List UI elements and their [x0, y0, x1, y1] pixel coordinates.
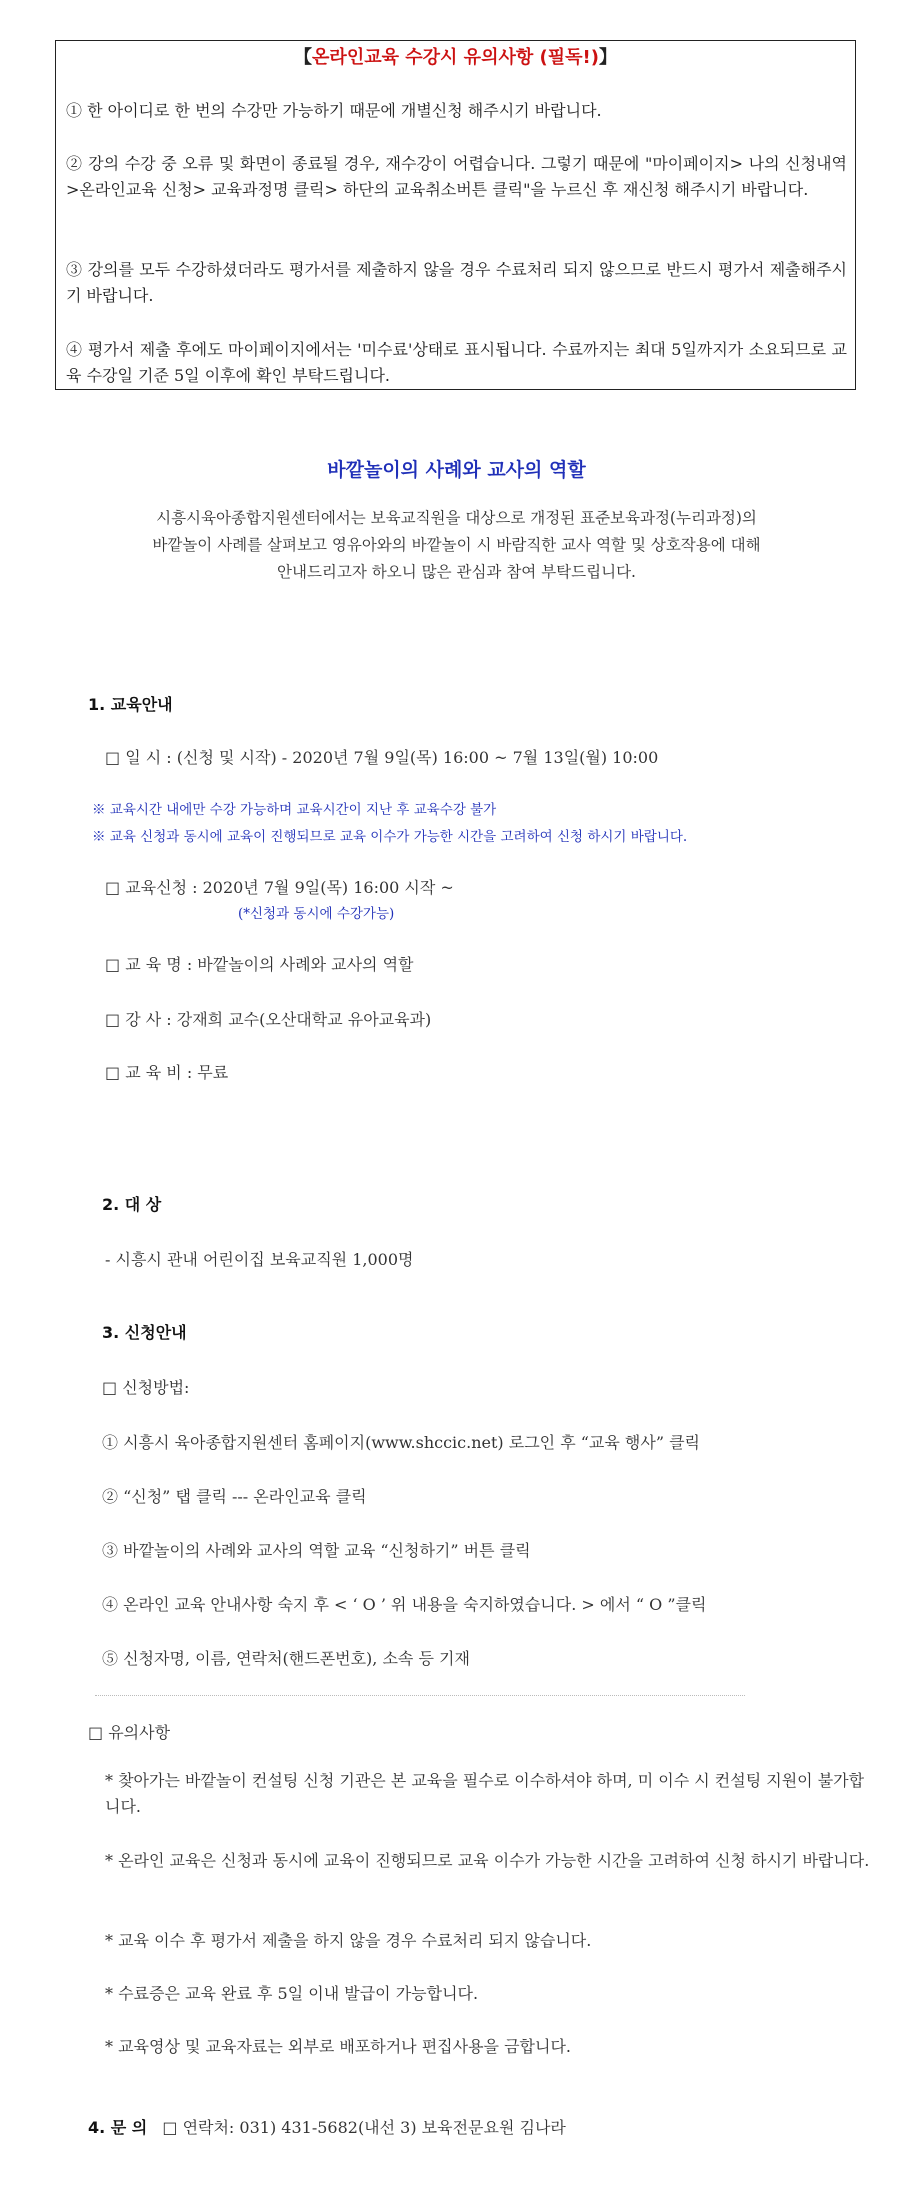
notice-box — [55, 40, 856, 390]
section-heading-education: 1. 교육안내 — [88, 695, 173, 714]
caution-item: * 수료증은 교육 완료 후 5일 이내 발급이 가능합니다. — [105, 1984, 479, 2003]
notice-title-text: 온라인교육 수강시 유의사항 (필독!) — [312, 47, 599, 68]
section-heading-apply: 3. 신청안내 — [102, 1323, 187, 1342]
step-item: ① 시흥시 육아종합지원센터 홈페이지(www.shccic.net) 로그인 후 “교육 행사” 클릭 — [102, 1433, 701, 1452]
notice-item: ② 강의 수강 중 오류 및 화면이 종료될 경우, 재수강이 어렵습니다. 그렇기 때문에 "마이페이지> 나의 신청내역>온라인교육 신청> 교육과정명 클릭> 하단의 교육취소버튼 클릭"을 누르신 후 재신청 해주시기 바랍니다. — [66, 154, 847, 199]
section-heading-contact: 4. 문 의 — [88, 2118, 148, 2137]
caution-heading: □ 유의사항 — [88, 1723, 171, 1742]
notice-item: ④ 평가서 제출 후에도 마이페이지에서는 '미수료'상태로 표시됩니다. 수료까지는 최대 5일까지가 소요되므로 교육 수강일 기준 5일 이후에 확인 부탁드립니다. — [66, 340, 847, 385]
intro-line: 시흥시육아종합지원센터에서는 보육교직원을 대상으로 개정된 표준보육과정(누리과정)의 — [156, 509, 757, 527]
apply-note: (*신청과 동시에 수강가능) — [238, 906, 395, 922]
note-line: ※ 교육 신청과 동시에 교육이 진행되므로 교육 이수가 가능한 시간을 고려하여 신청 하시기 바랍니다. — [92, 829, 688, 845]
intro-paragraph — [80, 505, 833, 586]
notice-item: ① 한 아이디로 한 번의 수강만 가능하기 때문에 개별신청 해주시기 바랍니다. — [66, 101, 602, 120]
step-item: ⑤ 신청자명, 이름, 연락처(핸드폰번호), 소속 등 기재 — [102, 1649, 470, 1668]
contact-row — [88, 2115, 566, 2138]
course-line: □ 교 육 명 : 바깥놀이의 사례와 교사의 역할 — [105, 955, 414, 974]
step-item: ② “신청” 탭 클릭 --- 온라인교육 클릭 — [102, 1487, 367, 1506]
method-line: □ 신청방법: — [102, 1378, 190, 1397]
caution-item: * 교육영상 및 교육자료는 외부로 배포하거나 편집사용을 금합니다. — [105, 2037, 572, 2056]
target-line: - 시흥시 관내 어린이집 보육교직원 1,000명 — [105, 1250, 414, 1269]
notice-item: ③ 강의를 모두 수강하셨더라도 평가서를 제출하지 않을 경우 수료처리 되지 않으므로 반드시 평가서 제출해주시기 바랍니다. — [66, 260, 847, 305]
notice-title — [66, 45, 845, 71]
schedule-line: □ 일 시 : (신청 및 시작) - 2020년 7월 9일(목) 16:00 ~ 7월 13일(월) 10:00 — [105, 748, 659, 767]
notice-bracket-open: 【 — [294, 47, 313, 68]
caution-item: * 온라인 교육은 신청과 동시에 교육이 진행되므로 교육 이수가 가능한 시간을 고려하여 신청 하시기 바랍니다. — [105, 1851, 870, 1870]
section-heading-target: 2. 대 상 — [102, 1195, 162, 1214]
instructor-line: □ 강 사 : 강재희 교수(오산대학교 유아교육과) — [105, 1010, 432, 1029]
contact-line: □ 연락처: 031) 431-5682(내선 3) 보육전문요원 김나라 — [162, 2118, 566, 2137]
caution-item: * 찾아가는 바깥놀이 컨설팅 신청 기관은 본 교육을 필수로 이수하셔야 하며, 미 이수 시 컨설팅 지원이 불가합니다. — [105, 1771, 865, 1816]
divider — [95, 1695, 745, 1696]
intro-line: 안내드리고자 하오니 많은 관심과 참여 부탁드립니다. — [277, 563, 636, 581]
notice-bracket-close: 】 — [598, 47, 617, 68]
note-line: ※ 교육시간 내에만 수강 가능하며 교육시간이 지난 후 교육수강 불가 — [92, 802, 497, 818]
step-item: ③ 바깥놀이의 사례와 교사의 역할 교육 “신청하기” 버튼 클릭 — [102, 1541, 531, 1560]
fee-line: □ 교 육 비 : 무료 — [105, 1063, 229, 1082]
caution-item: * 교육 이수 후 평가서 제출을 하지 않을 경우 수료처리 되지 않습니다. — [105, 1931, 592, 1950]
step-item: ④ 온라인 교육 안내사항 숙지 후 < ‘ O ’ 위 내용을 숙지하였습니다. > 에서 “ O ”클릭 — [102, 1595, 707, 1614]
page-title: 바깥놀이의 사례와 교사의 역할 — [327, 459, 586, 481]
intro-line: 바깥놀이 사례를 살펴보고 영유아와의 바깥놀이 시 바람직한 교사 역할 및 상호작용에 대해 — [152, 536, 761, 554]
apply-line: □ 교육신청 : 2020년 7월 9일(목) 16:00 시작 ~ — [105, 878, 454, 897]
